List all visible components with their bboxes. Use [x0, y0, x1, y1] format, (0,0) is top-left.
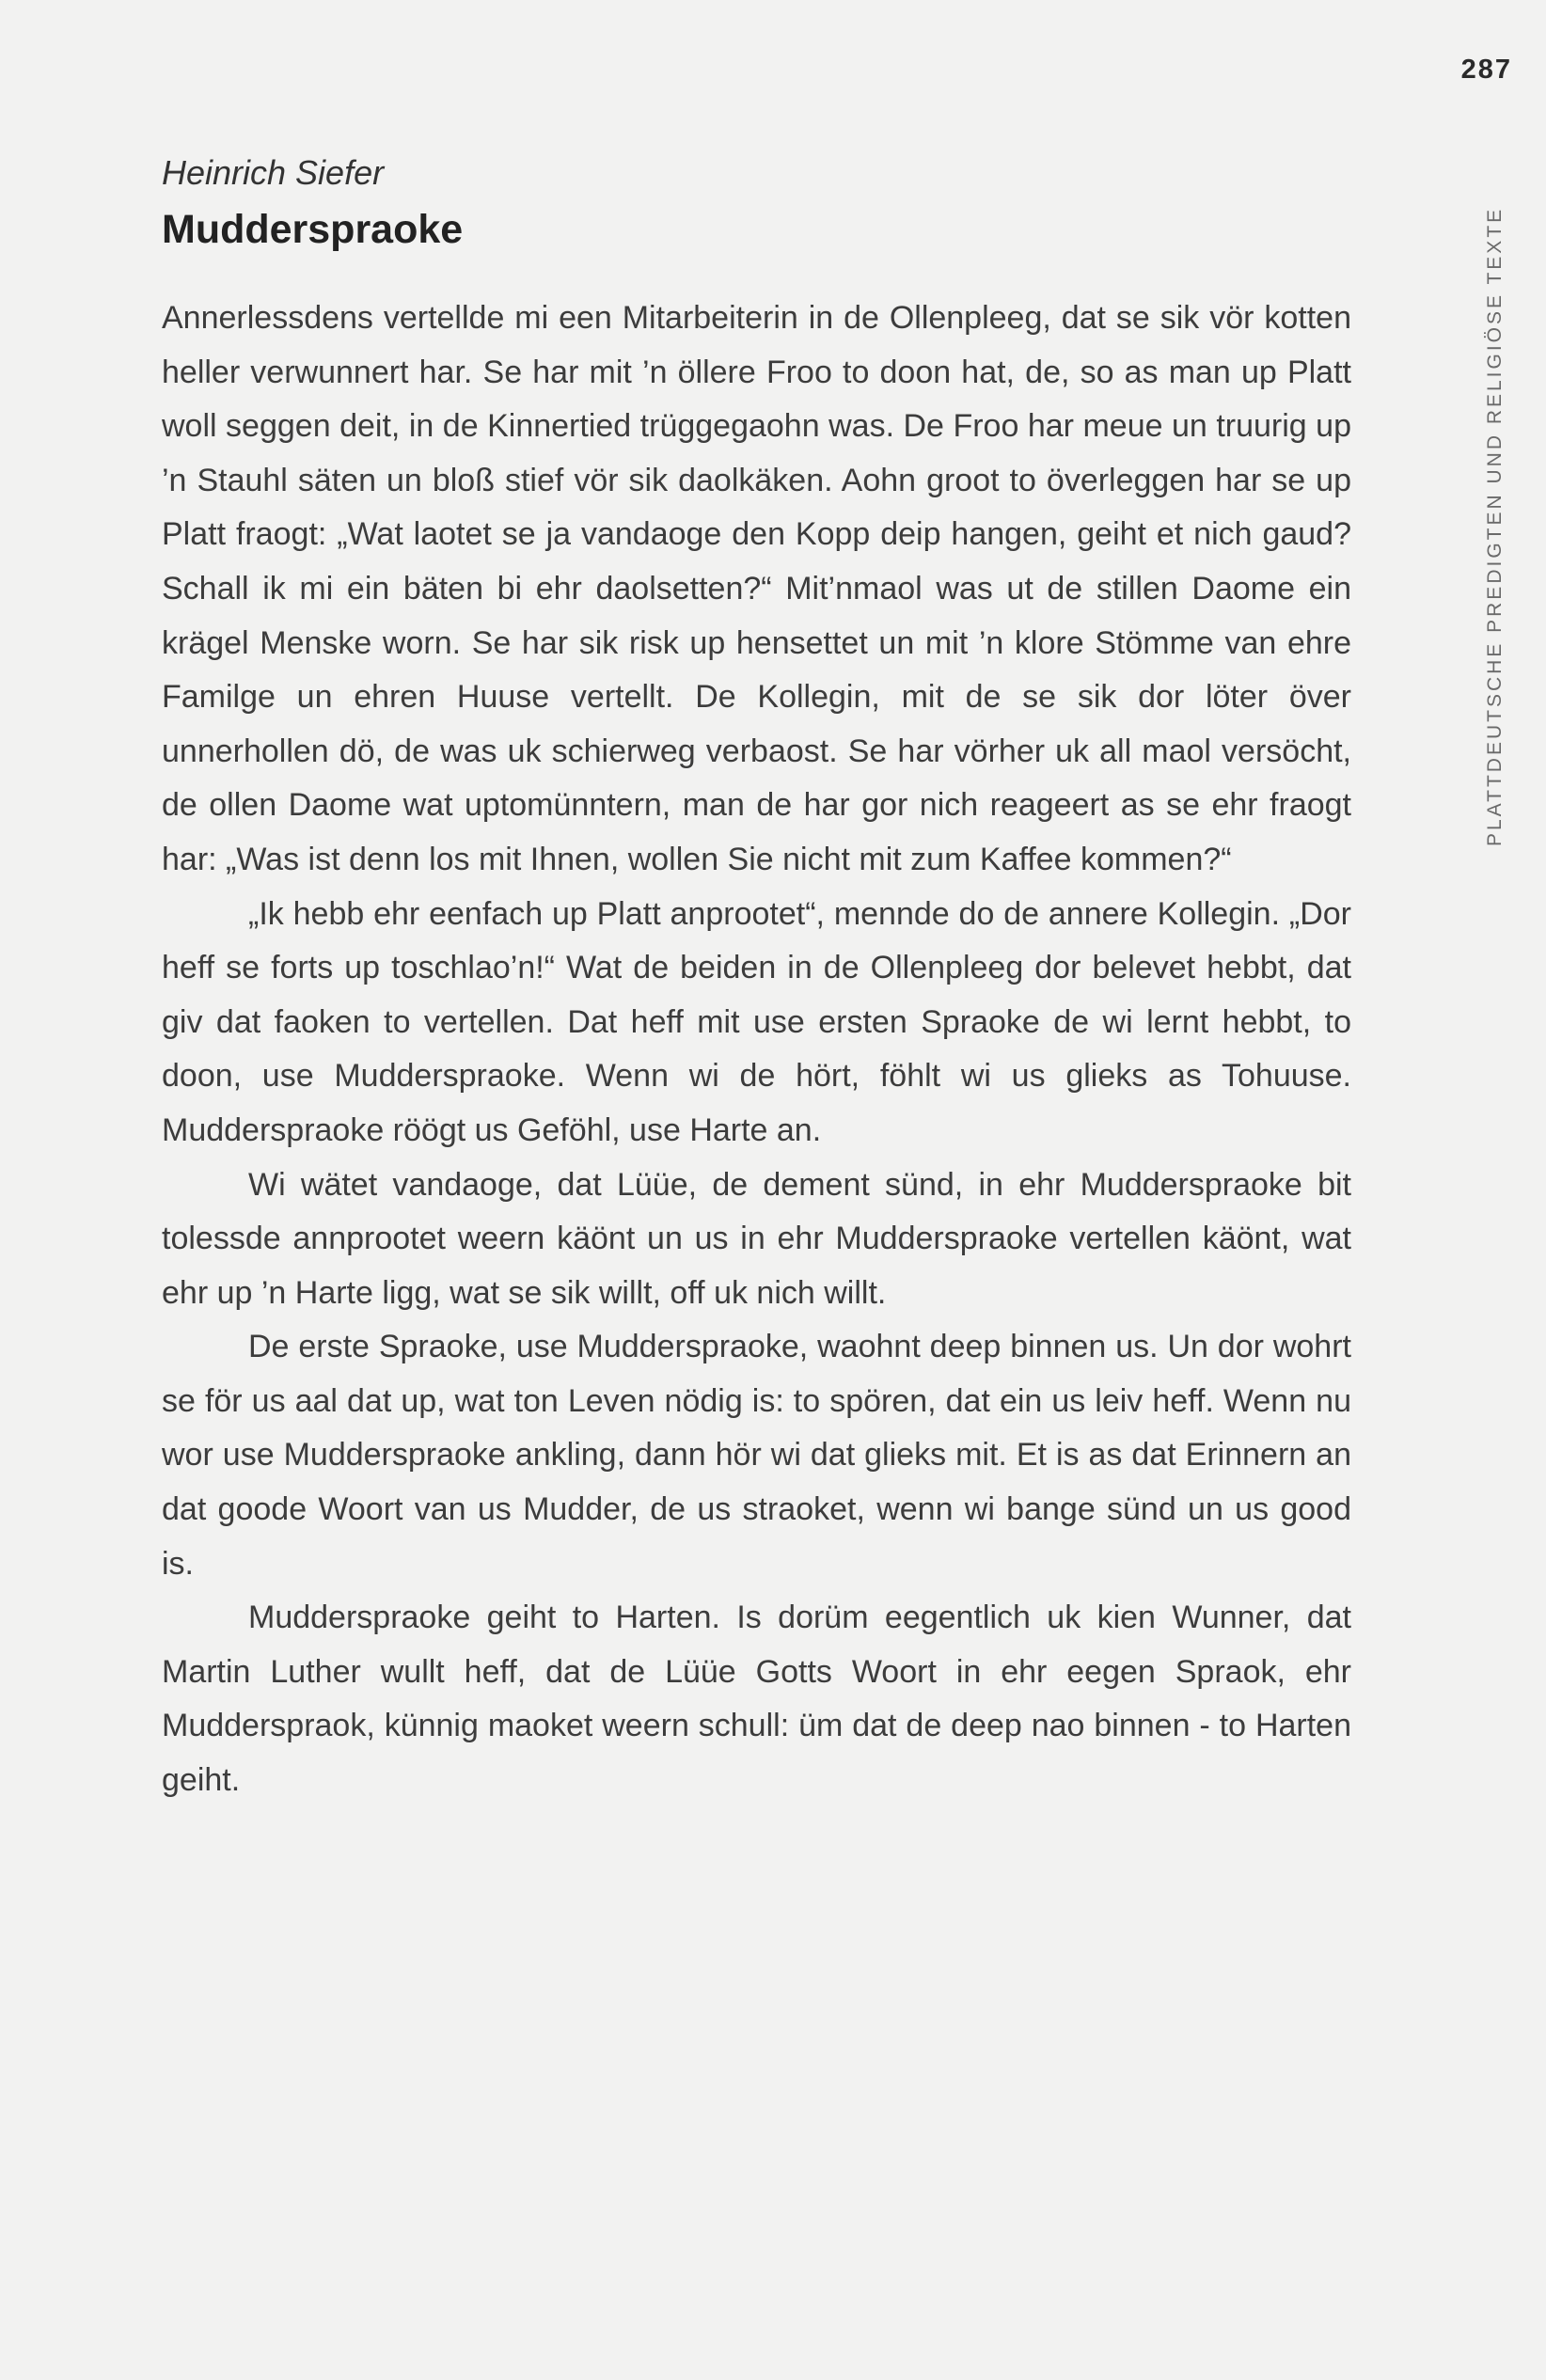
- author-name: Heinrich Siefer: [162, 153, 385, 192]
- page-number: 287: [1460, 55, 1512, 85]
- article-body: [162, 292, 1351, 1808]
- article-title: Muddersprаoke: [162, 207, 464, 252]
- paragraph: Annerlessdens vertellde mi een Mitarbeiterin in de Ollenpleeg, dat se sik vör kotten heller verwunnert har. Se har mit ’n öllere Froo to doon hat, de, so as man up Platt woll seggen deit, in de Kinnertied trüggegaohn was. De Froo har meue un truurig up ’n Stauhl säten un bloß stief vör sik daolkäken. Aohn groot to överleggen har se up Platt fraogt: „Wat laotet se ja vandaoge den Kopp deip hangen, geiht et nich gaud? Schall ik mi ein bäten bi ehr daolsetten?“ Mit’nmaol was ut de stillen Daome ein krägel Menske worn. Se har sik risk up hensettet un mit ’n klore Stömme van ehre Familge un ehren Huuse vertellt. De Kollegin, mit de se sik dor löter över unnerhollen dö, de was uk schierweg verbaost. Se har vörher uk all maol versöcht, de ollen Daome wat uptomünntern, man de har gor nich reageert as se ehr fraogt har: „Was ist denn los mit Ihnen, wollen Sie nicht mit zum Kaffee kommen?“: [162, 300, 1351, 877]
- paragraph: Muddersprаoke geiht to Harten. Is dorüm eegentlich uk kien Wunner, dat Martin Luther wullt heff, dat de Lüüe Gotts Woort in ehr eegen Spraok, ehr Muddersprаok, künnig maoket weern schull: üm dat de deep nao binnen - to Harten geiht.: [162, 1600, 1351, 1799]
- paragraph: Wi wätet vandaoge, dat Lüüe, de dement sünd, in ehr Mudderspraoke bit tolessde annprootet weern käönt un us in ehr Mudderspraoke vertellen käönt, wat ehr up ’n Harte ligg, wat se sik willt, off uk nich willt.: [162, 1166, 1351, 1311]
- section-label: PLATTDEUTSCHE PREDIGTEN UND RELIGIÖSE TEXTE: [1484, 206, 1506, 846]
- article: [162, 149, 1351, 1808]
- paragraph: „Ik hebb ehr eenfach up Platt anprootet“, mennde do de annere Kollegin. „Dor heff se forts up toschlao’n!“ Wat de beiden in de Ollenpleeg dor belevet hebbt, dat giv dat faoken to vertellen. Dat heff mit use ersten Spraoke de wi lernt hebbt, to doon, use Muddersprаoke. Wenn wi de hört, föhlt wi us glieks as Tohuuse. Muddersprаoke röögt us Geföhl, use Harte an.: [162, 895, 1351, 1148]
- paragraph: De erste Spraoke, use Muddersprаoke, waohnt deep binnen us. Un dor wohrt se för us aal dat up, wat ton Leven nödig is: to spören, dat ein us leiv heff. Wenn nu wor use Muddersprаoke ankling, dann hör wi dat glieks mit. Et is as dat Erinnern an dat goode Woort van us Mudder, de us straoket, wenn wi bange sünd un us good is.: [162, 1329, 1351, 1582]
